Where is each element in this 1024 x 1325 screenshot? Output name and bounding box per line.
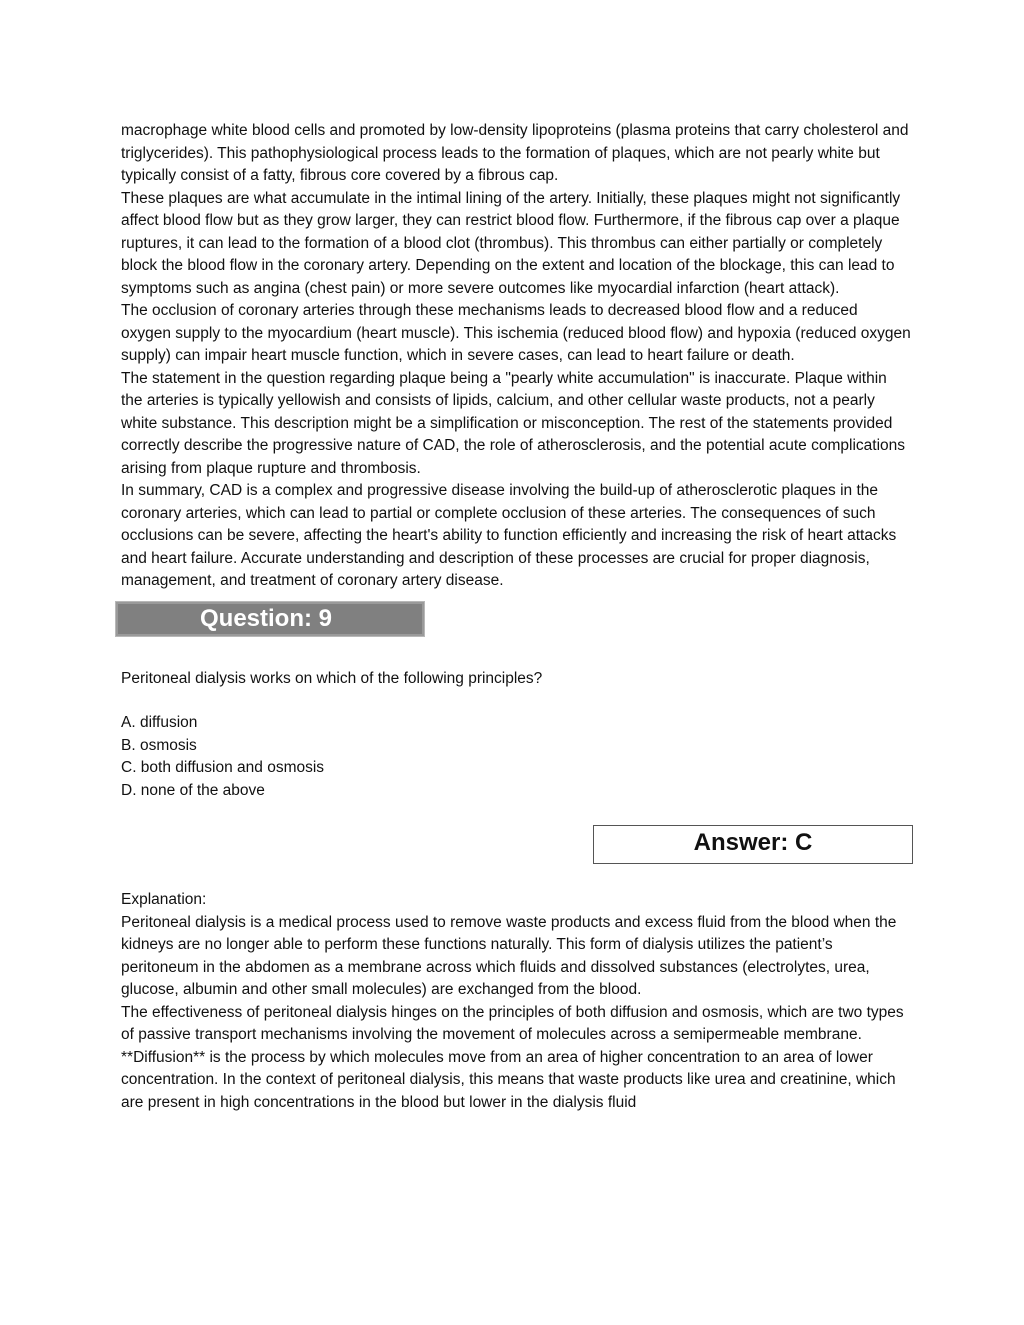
question-heading: Question: 9	[200, 604, 333, 632]
option-c: C. both diffusion and osmosis	[121, 759, 325, 776]
answer-label: Answer: C	[693, 829, 813, 856]
paragraph: Peritoneal dialysis is a medical process used to remove waste products and excess fluid from the blood when the kidneys are no longer able to perform these functions naturally. This form of dialysis utilizes the patient’s peritoneum in the abdomen as a membrane across which fluids and dissolved substances (electrolytes, urea, glucose, albumin and other small molecules) are exchanged from the blood.	[121, 913, 897, 998]
previous-explanation	[121, 120, 911, 593]
option-d: D. none of the above	[121, 781, 265, 799]
answer-box	[593, 825, 913, 864]
option-b: B. osmosis	[121, 736, 197, 754]
answer-options	[121, 712, 911, 802]
paragraph: The statement in the question regarding plaque being a "pearly white accumulation" is inaccurate. Plaque within the arteries is typically yellowish and consists of lipids, calcium, and other cellular waste products, not a pearly white substance. This description might be a simplification or misconception. The rest of the statements provided correctly describe the progressive nature of CAD, the role of atherosclerosis, and the potential acute complications arising from plaque rupture and thrombosis.	[121, 369, 906, 477]
paragraph: The occlusion of coronary arteries through these mechanisms leads to decreased blood flow and a reduced oxygen supply to the myocardium (heart muscle). This ischemia (reduced blood flow) and hypoxia (reduced oxygen supply) can impair heart muscle function, which in severe cases, can lead to heart failure or death.	[121, 302, 911, 364]
question-text: Peritoneal dialysis works on which of the following principles?	[121, 669, 543, 687]
explanation	[121, 889, 911, 1114]
document-page	[121, 120, 911, 1114]
explanation-heading: Explanation:	[121, 891, 207, 908]
paragraph: **Diffusion** is the process by which molecules move from an area of higher concentration to an area of lower concentration. In the context of peritoneal dialysis, this means that waste products like urea and creatinine, which are present in high concentrations in the blood but lower in the dialysis fluid	[121, 1048, 896, 1111]
option-a: A. diffusion	[121, 714, 198, 731]
question-banner	[115, 601, 425, 637]
paragraph: These plaques are what accumulate in the intimal lining of the artery. Initially, these plaques might not significantly affect blood flow but as they grow larger, they can restrict blood flow. Furthermore, if the fibrous cap over a plaque ruptures, it can lead to the formation of a blood clot (thrombus). This thrombus can either partially or completely block the blood flow in the coronary artery. Depending on the extent and location of the blockage, this can lead to symptoms such as angina (chest pain) or more severe outcomes like myocardial infarction (heart attack).	[121, 189, 901, 297]
paragraph: The effectiveness of peritoneal dialysis hinges on the principles of both diffusion and osmosis, which are two types of passive transport mechanisms involving the movement of molecules across a semipermeable membrane.	[121, 1003, 904, 1043]
paragraph: In summary, CAD is a complex and progressive disease involving the build-up of atherosclerotic plaques in the coronary arteries, which can lead to partial or complete occlusion of these arteries. The consequences of such occlusions can be severe, affecting the heart's ability to function efficiently and increasing the risk of heart attacks and heart failure. Accurate understanding and description of these processes are crucial for proper diagnosis, management, and treatment of coronary artery disease.	[121, 482, 897, 589]
paragraph: macrophage white blood cells and promoted by low-density lipoproteins (plasma proteins that carry cholesterol and triglycerides). This pathophysiological process leads to the formation of plaques, which are not pearly white but typically consist of a fatty, fibrous core covered by a fibrous cap.	[121, 122, 909, 184]
